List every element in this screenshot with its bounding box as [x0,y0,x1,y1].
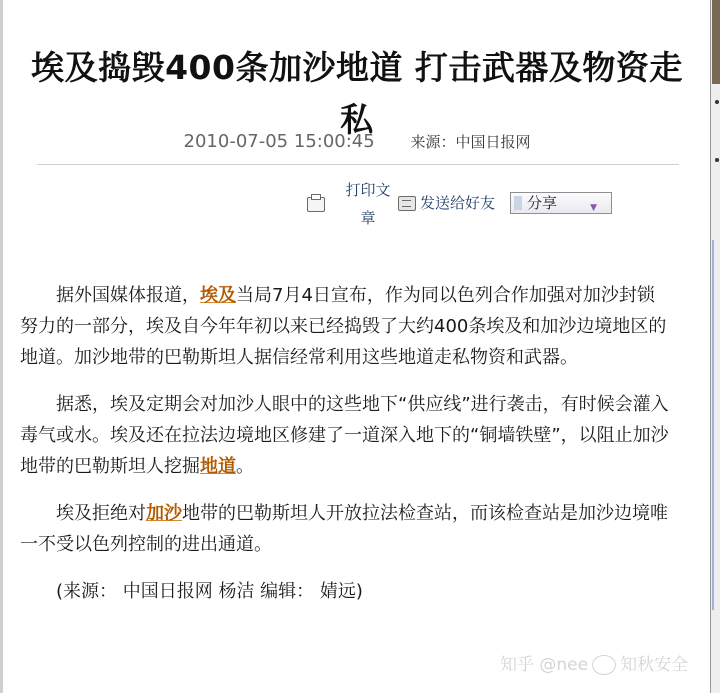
send-to-friend-link[interactable]: 发送给好友 [420,194,496,212]
side-bullet [715,100,719,104]
printer-icon[interactable] [307,197,325,212]
chevron-down-icon: ▼ [590,203,597,213]
keyword-link-tunnel[interactable]: 地道 [200,456,236,477]
watermark [500,650,688,675]
source-editor-line: (来源： 中国日报网 杨洁 编辑： 婧远) [56,581,363,602]
side-panel-edge [712,240,720,610]
source-label: 来源： [410,133,456,151]
paragraph-text: 据悉，埃及定期会对加沙人眼中的这些地下“供应线”进行袭击，有时候会灌入毒气或水。埃及还在拉法边境地区修建了一道深入地下的“铜墙铁壁”，以阻止加沙地带的巴勒斯坦人挖掘 [20,394,669,477]
keyword-link-gaza[interactable]: 加沙 [146,503,182,524]
publish-time: 2010-07-05 15:00:45 [183,131,375,152]
share-dropdown[interactable] [510,192,612,214]
paragraph-2 [20,389,670,482]
print-article-link[interactable]: 打印文章 [345,181,391,227]
mail-icon[interactable] [398,196,416,211]
article-meta [20,131,694,152]
watermark-suffix: 知秋安全 [620,655,689,675]
paragraph-text: 地带的巴勒斯坦人开放拉法检查站，而该检查站是加沙边境唯一不受以色列控制的进出通道。 [20,503,668,555]
title-divider [37,164,679,165]
paragraph-text: 据外国媒体报道， [56,285,200,306]
article-title: 埃及捣毁400条加沙地道 打击武器及物资走私 [31,48,683,140]
side-scrollbar-strip[interactable] [710,0,720,693]
wechat-icon [592,655,616,675]
watermark-prefix: 知乎 @nee [500,655,589,675]
paragraph-text: 当局7月4日宣布，作为同以色列合作加强对加沙封锁努力的一部分，埃及自今年年初以来已经捣毁了大约400条埃及和加沙边境地区的地道。加沙地带的巴勒斯坦人据信经常利用这些地道走私物资和武器。 [20,285,667,368]
side-bullet [715,158,719,162]
article-body [20,280,670,625]
side-image-thumb [712,0,720,84]
paragraph-3 [20,498,670,560]
paragraph-1 [20,280,670,373]
source-name: 中国日报网 [455,133,531,151]
keyword-link-egypt[interactable]: 埃及 [200,285,236,306]
paragraph-text: 埃及拒绝对 [56,503,146,524]
paragraph-text: 。 [236,456,254,477]
share-label: 分享 [527,194,558,212]
